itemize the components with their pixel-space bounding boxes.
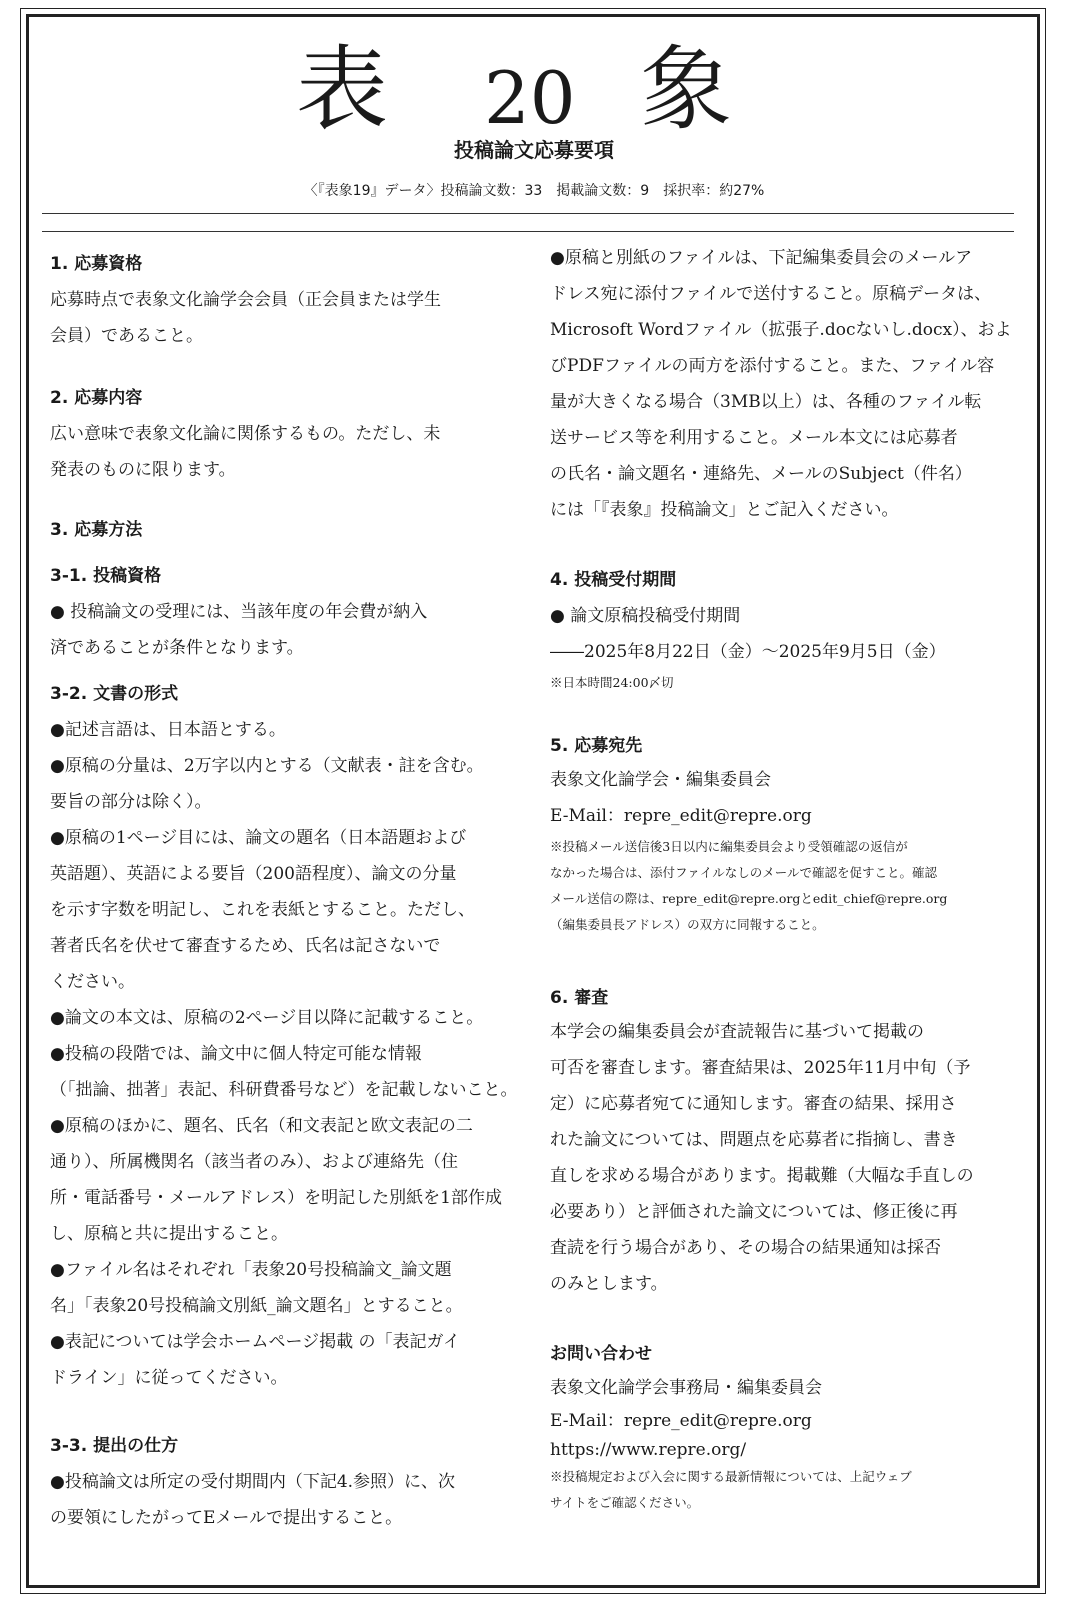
list-item: ●原稿のほかに、題名、氏名（和文表記と欧文表記の二 (50, 1116, 473, 1136)
list-item: の氏名・論文題名・連絡先、メールのSubject（件名） (550, 464, 972, 484)
date-range: ――2025年8月22日（金）～2025年9月5日（金） (550, 642, 946, 662)
paragraph-line: 直しを求める場合があります。掲載難（大幅な手直しの (550, 1166, 974, 1186)
paragraph-line: 定）に応募者宛てに通知します。審査の結果、採用さ (550, 1094, 957, 1114)
list-item: 英語題）、英語による要旨（200語程度）、論文の分量 (50, 864, 457, 884)
deadline-note: ※日本時間24:00〆切 (550, 675, 674, 690)
list-item: ください。 (50, 972, 135, 992)
website-link: https://www.repre.org/ (550, 1440, 747, 1460)
title-kanji-2: 象 (640, 36, 733, 143)
list-item: （「拙論、拙著」表記、科研費番号など）を記載しないこと。 (50, 1080, 518, 1100)
note-line: サイトをご確認ください。 (550, 1495, 700, 1510)
list-item: 要旨の部分は除く）。 (50, 792, 212, 812)
list-item: ●論文の本文は、原稿の2ページ目以降に記載すること。 (50, 1008, 484, 1028)
list-item: の要領にしたがってEメールで提出すること。 (50, 1508, 403, 1528)
subsection-heading: 3-3. 提出の仕方 (50, 1436, 179, 1456)
divider-rule-bottom (42, 231, 1014, 232)
section-heading: 3. 応募方法 (50, 520, 143, 540)
list-item: ● 投稿論文の受理には、当該年度の年会費が納入 (50, 602, 428, 622)
subtitle: 投稿論文応募要項 (454, 138, 614, 162)
title-number: 20 (484, 56, 576, 140)
subsection-heading: 3-1. 投稿資格 (50, 566, 162, 586)
list-item: 送サービス等を利用すること。メール本文には応募者 (550, 428, 958, 448)
list-item: ●原稿と別紙のファイルは、下記編集委員会のメールア (550, 248, 973, 268)
list-item: ●投稿の段階では、論文中に個人特定可能な情報 (50, 1044, 422, 1064)
paragraph-line: 応募時点で表象文化論学会会員（正会員または学生 (50, 290, 441, 310)
list-item: Microsoft Wordファイル（拡張子.docないし.docx）、およ (550, 320, 1012, 340)
paragraph-line: 本学会の編集委員会が査読報告に基づいて掲載の (550, 1022, 924, 1042)
paragraph-line: 査読を行う場合があり、その場合の結果通知は採否 (550, 1238, 941, 1258)
list-item: ドレス宛に添付ファイルで送付すること。原稿データは、 (550, 284, 992, 304)
note-line: ※投稿メール送信後3日以内に編集委員会より受領確認の返信が (550, 839, 908, 854)
list-item: には「『表象』投稿論文」とご記入ください。 (550, 500, 899, 520)
list-item: ●原稿の分量は、2万字以内とする（文献表・註を含む。 (50, 756, 484, 776)
email-address: E-Mail：repre_edit@repre.org (550, 1411, 812, 1431)
section-heading: 5. 応募宛先 (550, 736, 643, 756)
section-heading: 4. 投稿受付期間 (550, 570, 677, 590)
list-item: ●ファイル名はそれぞれ「表象20号投稿論文_論文題 (50, 1260, 452, 1280)
list-item: 著者氏名を伏せて審査するため、氏名は記さないで (50, 936, 441, 956)
paragraph-line: 会員）であること。 (50, 326, 203, 346)
paragraph-line: 必要あり）と評価された論文については、修正後に再 (550, 1202, 958, 1222)
paragraph-line: 表象文化論学会事務局・編集委員会 (550, 1378, 822, 1398)
paragraph-line: れた論文については、問題点を応募者に指摘し、書き (550, 1130, 958, 1150)
note-line: ※投稿規定および入会に関する最新情報については、上記ウェブ (550, 1469, 912, 1484)
note-line: なかった場合は、添付ファイルなしのメールで確認を促すこと。確認 (550, 865, 938, 880)
subsection-heading: 3-2. 文書の形式 (50, 684, 179, 704)
list-item: ● 論文原稿投稿受付期間 (550, 606, 741, 626)
note-line: メール送信の際は、repre_edit@repre.orgとedit_chief@repre.org (550, 891, 948, 906)
list-item: ●表記については学会ホームページ掲載 の「表記ガイ (50, 1332, 461, 1352)
email-address: E-Mail：repre_edit@repre.org (550, 806, 812, 826)
page-title (0, 36, 1068, 143)
list-item: を示す字数を明記し、これを表紙とすること。ただし、 (50, 900, 475, 920)
list-item: ドライン」に従ってください。 (50, 1368, 288, 1388)
list-item: 通り）、所属機関名（該当者のみ）、および連絡先（住 (50, 1152, 458, 1172)
list-item: ●原稿の1ページ目には、論文の題名（日本語題および (50, 828, 467, 848)
list-item: 所・電話番号・メールアドレス）を明記した別紙を1部作成 (50, 1188, 502, 1208)
title-kanji-1: 表 (296, 36, 389, 143)
list-item: 量が大きくなる場合（3MB以上）は、各種のファイル転 (550, 392, 982, 412)
stats-line: 〈『表象19』データ〉投稿論文数：33 掲載論文数：9 採択率：約27% (303, 183, 765, 199)
section-heading: 2. 応募内容 (50, 388, 143, 408)
list-item: 名」「表象20号投稿論文別紙_論文題名」とすること。 (50, 1296, 463, 1316)
paragraph-line: 広い意味で表象文化論に関係するもの。ただし、未 (50, 424, 441, 444)
paragraph-line: 表象文化論学会・編集委員会 (550, 770, 771, 790)
note-line: （編集委員長アドレス）の双方に同報すること。 (550, 917, 825, 932)
section-heading: 1. 応募資格 (50, 254, 143, 274)
list-item: びPDFファイルの両方を添付すること。また、ファイル容 (550, 356, 995, 376)
contact-heading: お問い合わせ (550, 1344, 652, 1364)
list-item: 済であることが条件となります。 (50, 638, 304, 658)
list-item: ●記述言語は、日本語とする。 (50, 720, 286, 740)
section-heading: 6. 審査 (550, 988, 609, 1008)
paragraph-line: 発表のものに限ります。 (50, 460, 236, 480)
paragraph-line: 可否を審査します。審査結果は、2025年11月中旬（予 (550, 1058, 971, 1078)
list-item: ●投稿論文は所定の受付期間内（下記4.参照）に、次 (50, 1472, 456, 1492)
list-item: し、原稿と共に提出すること。 (50, 1224, 288, 1244)
paragraph-line: のみとします。 (550, 1274, 668, 1294)
divider-rule-top (42, 213, 1014, 214)
